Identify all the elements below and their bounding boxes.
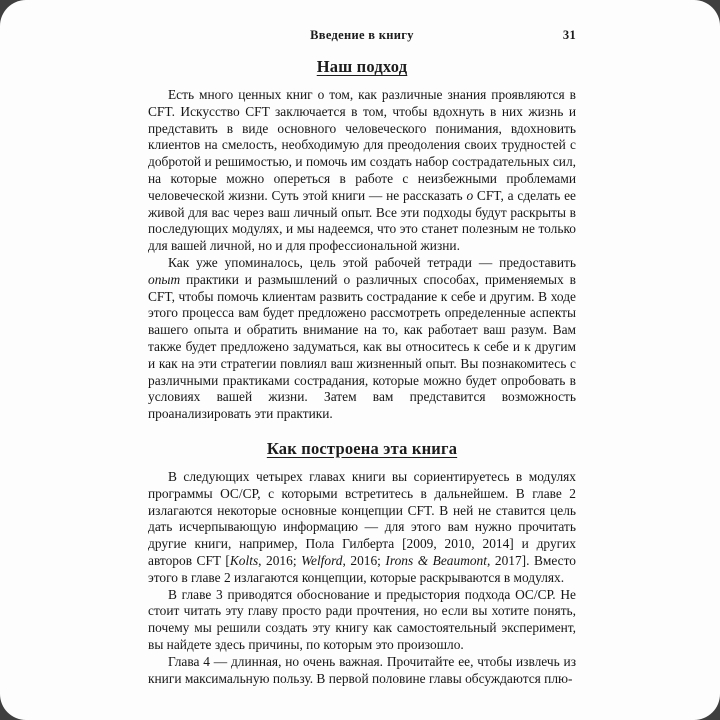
paragraph: В главе 3 приводятся обоснование и предыстория подхода ОС/СР. Не стоит читать эту главу просто ради прочтения, но если вы хотите понять, почему мы решили создать эту книгу как самостоятельный эксперимент, вы найдете здесь причины, по которым это произошло. — [148, 586, 576, 652]
section-heading: Наш подход — [316, 57, 408, 76]
page-number: 31 — [562, 28, 576, 42]
paragraph: Глава 4 — длинная, но очень важная. Прочитайте ее, чтобы извлечь из книги максимальную пользу. В первой половине главы обсуждаются плю- — [148, 653, 576, 686]
sections — [148, 57, 576, 687]
section-heading: Как построена эта книга — [266, 438, 458, 458]
running-title: Введение в книгу — [310, 28, 414, 42]
paragraph: В следующих четырех главах книги вы сориентируетесь в модулях программы ОС/СР, с которыми встретитесь в дальнейшем. В главе 2 излагаются некоторые основные концепции CFT. В ней не ставится цель дать исчерпывающую информацию — для этого вам нужно прочитать другие книги, например, Пола Гилберта [2009, 2010, 2014] и других авторов CFT [Kolts, 2016; Welford, 2016; Irons & Beaumont, 2017]. Вместо этого в главе 2 излагаются концепции, которые раскрываются в модулях. — [148, 468, 576, 585]
paragraph: Есть много ценных книг о том, как различные знания проявляются в CFT. Искусство CFT заключается в том, чтобы вдохнуть в них жизнь и представить в виде основного человеческого понимания, вдохновить клиентов на смелость, необходимую для преодоления своих трудностей с добротой и решимостью, и помочь им создать набор сострадательных сил, на которые можно опереться в работе с неизбежными проблемами человеческой жизни. Суть этой книги — не рассказать о CFT, а сделать ее живой для вас через ваш личный опыт. Все эти подходы будут раскрыты в последующих модулях, и мы надеемся, что это станет полезным не только для вашей личной, но и для профессиональной жизни. — [148, 87, 576, 254]
paragraph: Как уже упоминалось, цель этой рабочей тетради — предоставить опыт практики и размышлений о различных способах, применяемых в CFT, чтобы помочь клиентам развить сострадание к себе и другим. В ходе этого процесса вам будет предложено рассмотреть определенные аспекты вашего опыта и обратить внимание на то, как работает ваш разум. Вам также будет предложено задуматься, как вы относитесь к себе и к другим и как на эти стратегии повлиял ваш жизненный опыт. Вы познакомитесь с различными практиками сострадания, которые можно будет опробовать в условиях вашей жизни. Затем вам представится возможность проанализировать эти практики. — [148, 254, 576, 422]
page-header — [148, 28, 576, 43]
